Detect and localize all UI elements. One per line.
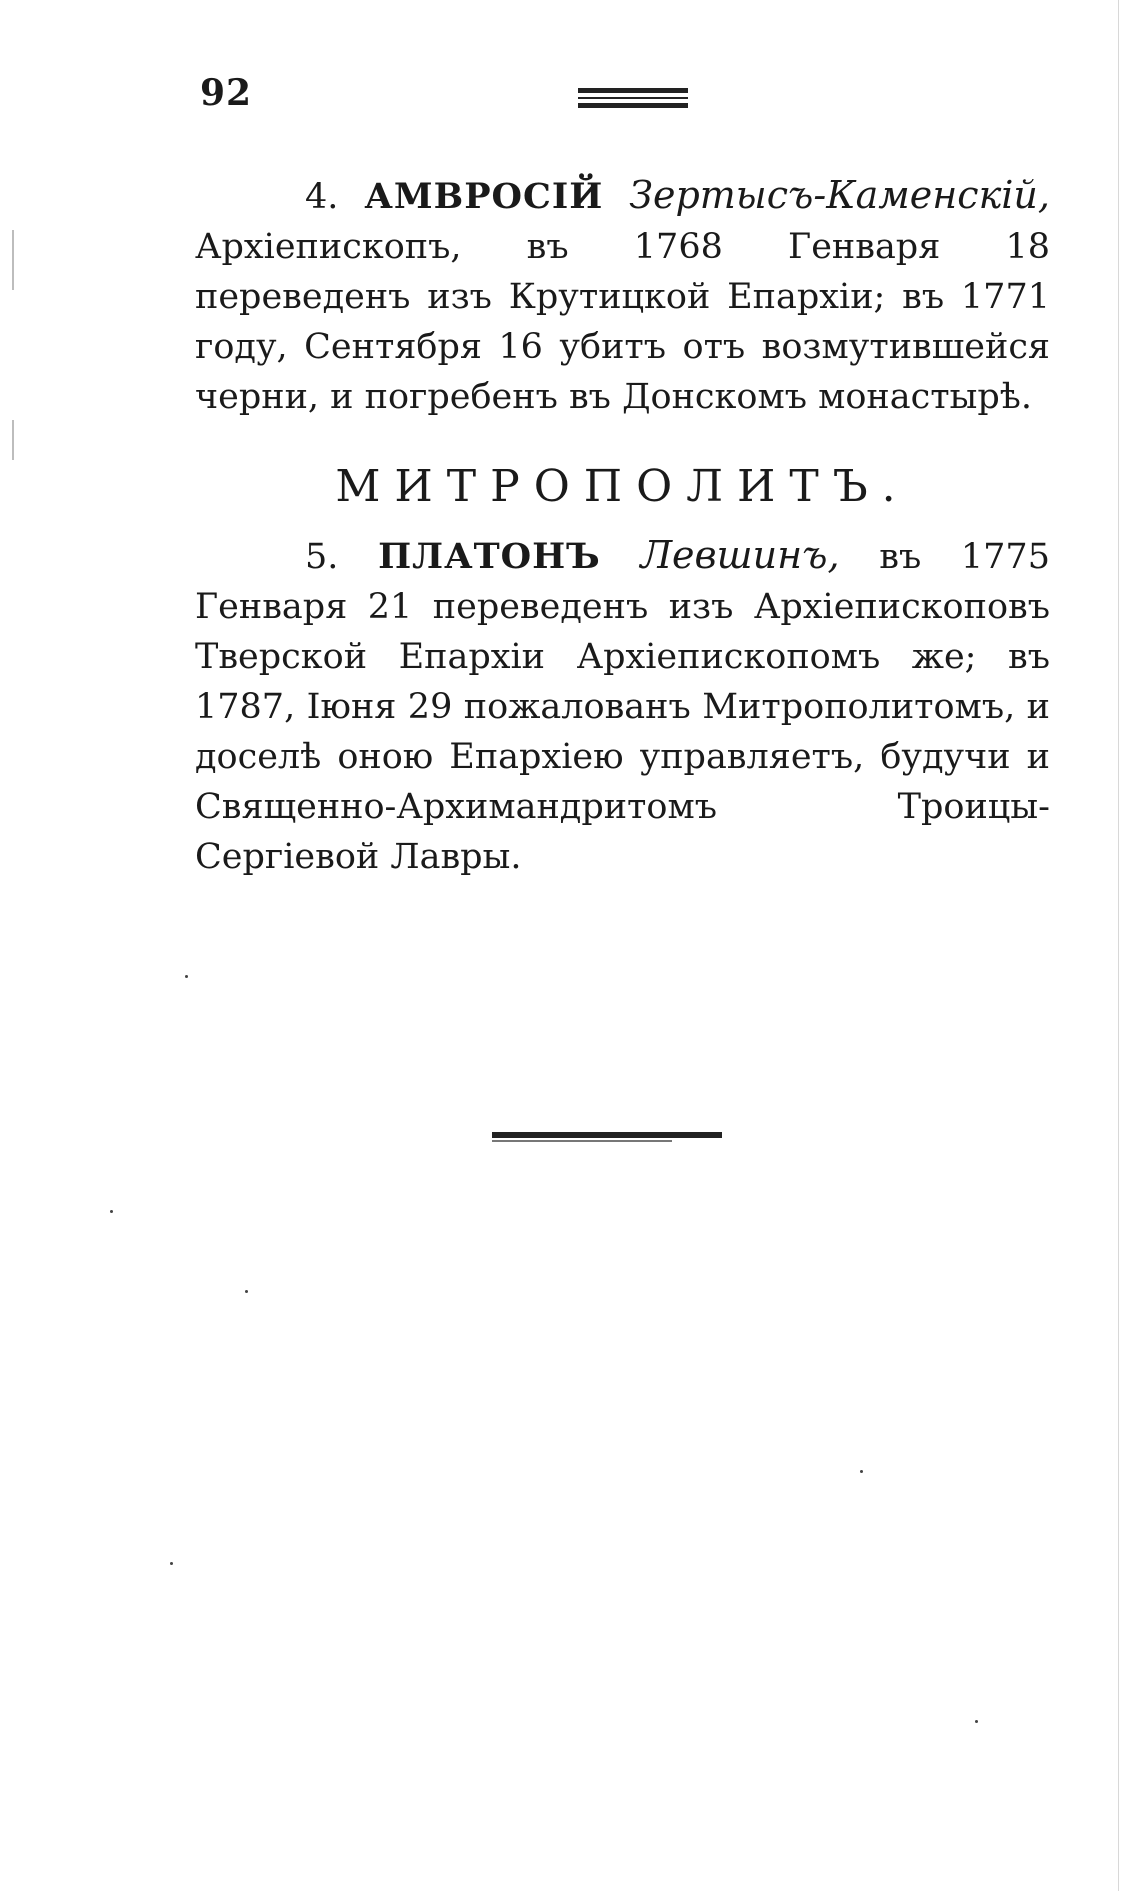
header-ornament (578, 88, 688, 112)
scan-mark (12, 420, 14, 460)
entry-number: 4. (305, 177, 339, 217)
entry-text: Архіепископъ, въ 1768 Генваря 18 переведенъ изъ Крутицкой Епархіи; въ 1771 году, Сентября 16 убитъ отъ возмутившейся черни, и погребенъ въ Донскомъ монастырѣ. (195, 227, 1050, 417)
scan-speck (185, 975, 188, 978)
entry-name: АМВРОСІЙ (364, 176, 604, 217)
scan-speck (975, 1720, 978, 1723)
entry-text: въ 1775 Генваря 21 переведенъ изъ Архіепископовъ Тверской Епархіи Архіепископомъ же; въ 1787, Іюня 29 пожалованъ Митрополитомъ, и доселѣ оною Епархіею управляетъ, будучи и Священно-Архимандритомъ Троицы-Сергіевой Лавры. (195, 537, 1050, 877)
scan-speck (860, 1470, 863, 1473)
closing-rule (492, 1132, 722, 1138)
scan-speck (110, 1210, 113, 1213)
scan-speck (245, 1290, 248, 1293)
section-title: МИТРОПОЛИТЪ. (335, 461, 910, 512)
page-header (200, 72, 1050, 122)
page-content (195, 170, 1050, 882)
entry-number: 5. (305, 537, 339, 577)
entry-surname: Левшинъ, (640, 533, 840, 577)
entry-platon (195, 530, 1050, 882)
scan-speck (170, 1562, 173, 1565)
entry-ambrosiy (195, 170, 1050, 422)
scan-edge-line (1118, 0, 1119, 1891)
scan-mark (12, 230, 14, 290)
page-number: 92 (200, 72, 253, 114)
entry-name: ПЛАТОНЪ (378, 536, 601, 577)
entry-surname: Зертысъ-Каменскій, (629, 173, 1050, 217)
